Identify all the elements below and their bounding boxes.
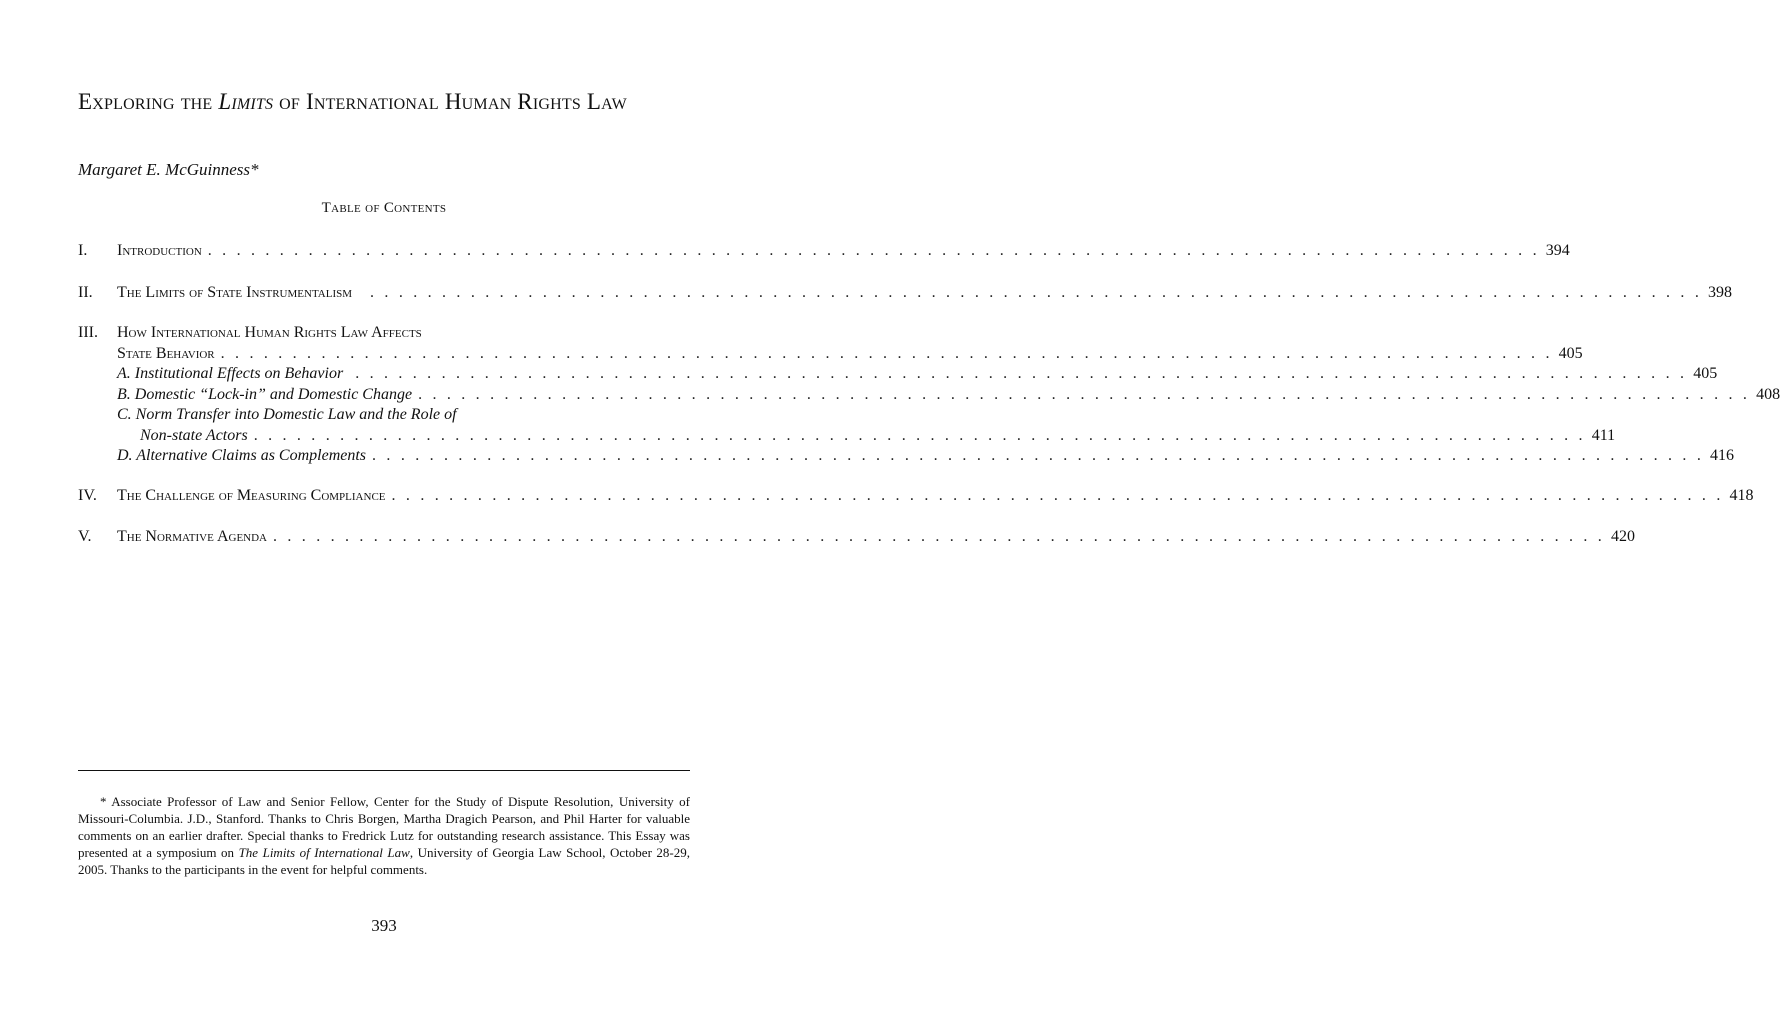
article-title bbox=[78, 88, 698, 116]
toc-leader: . . . . . . . . . . . . . . . . . . . . . . . . . . . . . . . . . . . . . . . . . . . . . . . . . . . . . . . . . . . . . . . . . . . . . . . . . . . . . . . . . . . . . . . . . . . . . bbox=[372, 447, 1705, 464]
toc-leader: . . . . . . . . . . . . . . . . . . . . . . . . . . . . . . . . . . . . . . . . . . . . . . . . . . . . . . . . . . . . . . . . . . . . . . . . . . . . . . . . . . . . . . . . . . . . . bbox=[273, 528, 1605, 545]
toc-entry-5-number: V. bbox=[78, 528, 92, 545]
toc-entry-3a bbox=[117, 364, 1718, 384]
toc-leader: . . . . . . . . . . . . . . . . . . . . . . . . . . . . . . . . . . . . . . . . . . . . . . . . . . . . . . . . . . . . . . . . . . . . . . . . . . . . . . . . . . . . . . . . . . . . . bbox=[370, 284, 1703, 301]
toc-entry-1-label: Introduction bbox=[117, 242, 202, 259]
toc-entry-3d-page: 416 bbox=[1710, 447, 1735, 464]
toc-entry-3-number: III. bbox=[78, 324, 98, 341]
footnote-text-part1: * Associate Professor of Law and Senior Fellow, Center for the Study of Dispute Resolution, University of Missouri-Columbia. J.D., Stanford. Thanks to Chris Borgen, Martha Dragich Pearson, and Phil Harter for valuable comments on an earlier drafter. Special thanks to Fredrick Lutz for outstanding research assistance. This Essay was presented at a symposium on bbox=[78, 794, 690, 860]
toc-entry-3b-page: 408 bbox=[1756, 386, 1780, 403]
footnote-text-part2: , University of Georgia Law School, October 28-29, 2005. Thanks to the participants in the event for helpful comments. bbox=[78, 845, 691, 877]
toc-heading: Table of Contents bbox=[321, 200, 447, 216]
toc-entry-3b bbox=[117, 385, 1780, 405]
toc-entry-5 bbox=[117, 527, 1635, 547]
toc-entry-3c-label: Non-state Actors bbox=[140, 427, 248, 444]
toc-entry-3c-page: 411 bbox=[1591, 427, 1616, 444]
toc-entry-3-line1 bbox=[117, 323, 690, 343]
title-text-italic: Limits bbox=[218, 89, 274, 114]
toc-entry-3a-label: A. Institutional Effects on Behavior bbox=[117, 365, 344, 382]
toc-leader: . . . . . . . . . . . . . . . . . . . . . . . . . . . . . . . . . . . . . . . . . . . . . . . . . . . . . . . . . . . . . . . . . . . . . . . . . . . . . . . . . . . . . . . . . . . . . bbox=[207, 242, 1540, 259]
footnote-divider bbox=[78, 770, 690, 771]
toc-leader: . . . . . . . . . . . . . . . . . . . . . . . . . . . . . . . . . . . . . . . . . . . . . . . . . . . . . . . . . . . . . . . . . . . . . . . . . . . . . . . . . . . . . . . . . . . . . bbox=[220, 345, 1553, 362]
toc-entry-1-number: I. bbox=[78, 242, 88, 259]
title-text-part1: Exploring the bbox=[78, 89, 219, 114]
toc-entry-3 bbox=[117, 344, 1583, 364]
toc-entry-4-label: The Challenge of Measuring Compliance bbox=[117, 487, 386, 504]
toc-entry-3b-label: B. Domestic “Lock-in” and Domestic Change bbox=[117, 386, 413, 403]
toc-entry-2-label: The Limits of State Instrumentalism bbox=[117, 284, 353, 301]
footnote-text-italic: The Limits of International Law bbox=[238, 845, 410, 860]
toc-entry-4 bbox=[117, 486, 1754, 506]
toc-entry-1 bbox=[117, 241, 1570, 261]
toc-entry-3d bbox=[117, 446, 1735, 466]
footnote bbox=[78, 793, 690, 878]
author-name: Margaret E. McGuinness* bbox=[78, 160, 259, 179]
toc-entry-3c-label-line1: C. Norm Transfer into Domestic Law and the Role of bbox=[117, 406, 457, 423]
toc-leader: . . . . . . . . . . . . . . . . . . . . . . . . . . . . . . . . . . . . . . . . . . . . . . . . . . . . . . . . . . . . . . . . . . . . . . . . . . . . . . . . . . . . . . . . . . . . . bbox=[418, 386, 1751, 403]
toc-entry-3d-label: D. Alternative Claims as Complements bbox=[117, 447, 367, 464]
toc-entry-2-page: 398 bbox=[1708, 284, 1733, 301]
toc-leader: . . . . . . . . . . . . . . . . . . . . . . . . . . . . . . . . . . . . . . . . . . . . . . . . . . . . . . . . . . . . . . . . . . . . . . . . . . . . . . . . . . . . . . . . . . . . . bbox=[253, 427, 1586, 444]
toc-entry-3c bbox=[140, 426, 1616, 446]
toc-entry-1-page: 394 bbox=[1545, 242, 1570, 259]
toc-entry-2 bbox=[117, 283, 1733, 303]
toc-entry-5-page: 420 bbox=[1611, 528, 1635, 545]
toc-leader: . . . . . . . . . . . . . . . . . . . . . . . . . . . . . . . . . . . . . . . . . . . . . . . . . . . . . . . . . . . . . . . . . . . . . . . . . . . . . . . . . . . . . . . . . . . . . bbox=[355, 365, 1688, 382]
toc-entry-3-page: 405 bbox=[1558, 345, 1583, 362]
page-number: 393 bbox=[371, 916, 397, 935]
toc-entry-4-number: IV. bbox=[78, 487, 97, 504]
toc-entry-3-label: State Behavior bbox=[117, 345, 215, 362]
toc-entry-3a-page: 405 bbox=[1693, 365, 1718, 382]
title-text-part2: of International Human Rights Law bbox=[273, 89, 627, 114]
toc-entry-4-page: 418 bbox=[1729, 487, 1754, 504]
toc-entry-5-label: The Normative Agenda bbox=[117, 528, 267, 545]
toc-leader: . . . . . . . . . . . . . . . . . . . . . . . . . . . . . . . . . . . . . . . . . . . . . . . . . . . . . . . . . . . . . . . . . . . . . . . . . . . . . . . . . . . . . . . . . . . . . bbox=[391, 487, 1724, 504]
toc-entry-3c-line1 bbox=[117, 405, 690, 425]
toc-entry-2-number: II. bbox=[78, 284, 93, 301]
toc-entry-3-label-line1: How International Human Rights Law Affects bbox=[117, 324, 422, 341]
